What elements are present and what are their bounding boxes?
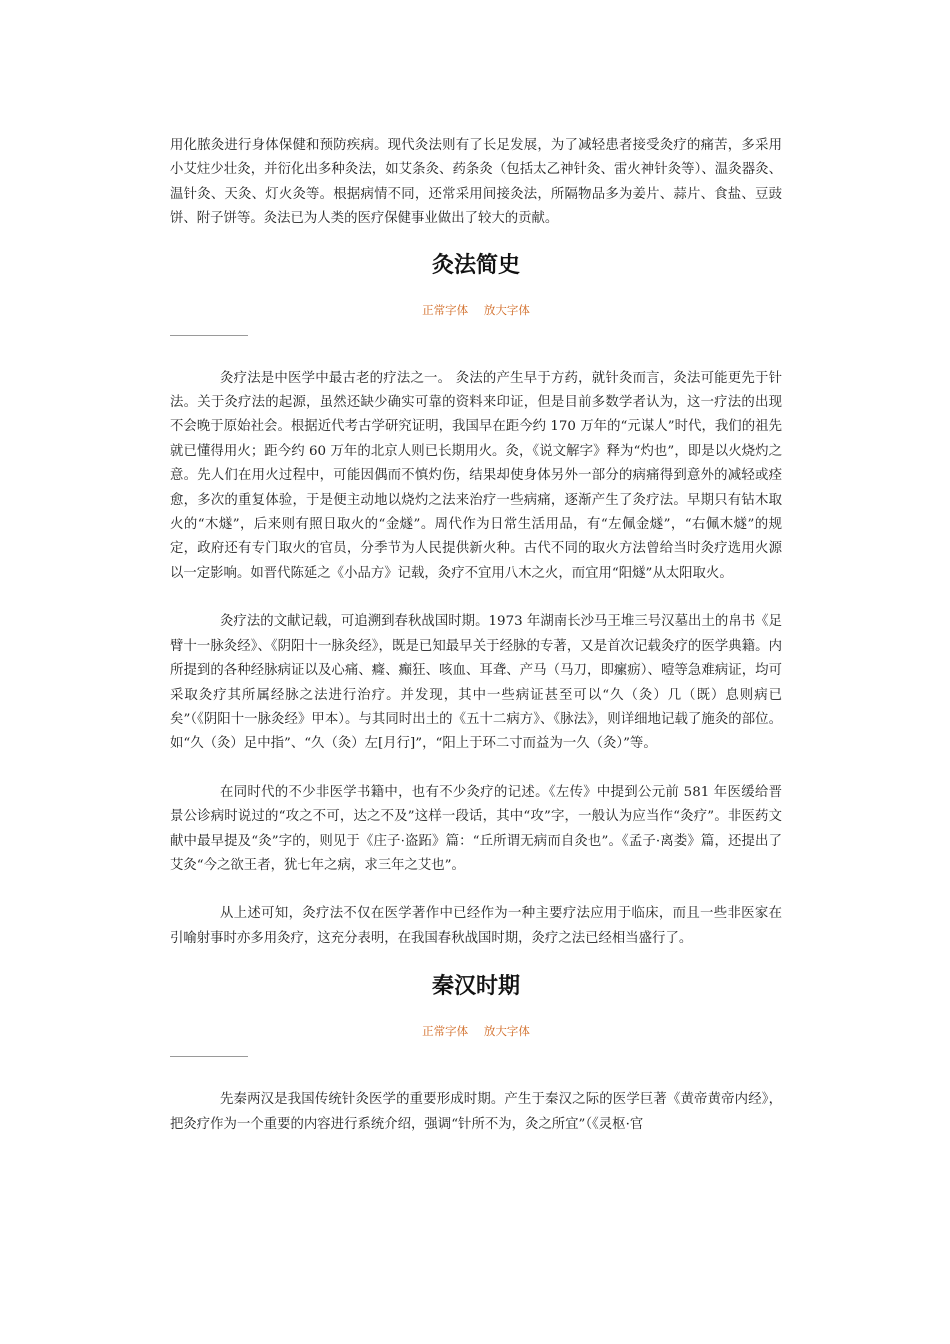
paragraph: 在同时代的不少非医学书籍中，也有不少灸疗的记述。《左传》中提到公元前 581 年医缓给晋景公诊病时说过的“攻之不可，达之不及”这样一段话，其中“攻”字，一般认为应当作“灸疗”。非医药文献中最早提及“灸”字的，则见于《庄子·盗跖》篇：“丘所谓无病而自灸也”。《孟子·离娄》篇，还提出了艾灸“今之欲王者，犹七年之病，求三年之艾也”。 [170, 784, 782, 873]
font-size-switcher [170, 302, 782, 318]
paragraph: 先秦两汉是我国传统针灸医学的重要形成时期。产生于秦汉之际的医学巨著《黄帝黄帝内经》，把灸疗作为一个重要的内容进行系统介绍，强调“针所不为，灸之所宜”（《灵枢·官 [170, 1092, 782, 1132]
section-divider [170, 1056, 248, 1057]
paragraph: 灸疗法的文献记载，可追溯到春秋战国时期。1973 年湖南长沙马王堆三号汉墓出土的帛书《足臂十一脉灸经》、《阴阳十一脉灸经》，既是已知最早关于经脉的专著，又是首次记载灸疗的医学典籍。内所提到的各种经脉病证以及心痛、癃、癫狂、咳血、耳聋、产马（马刀，即瘰疬）、噎等急难病证，均可采取灸疗其所属经脉之法进行治疗。并发现，其中一些病证甚至可以“久（灸）几（既）息则病已矣”（《阴阳十一脉灸经》甲本）。与其同时出土的《五十二病方》、《脉法》，则详细地记载了施灸的部位。如“久（灸）足中指”、“久（灸）左[月行]”，“阳上于环二寸而益为一久（灸）”等。 [170, 614, 782, 752]
large-font-link[interactable]: 放大字体 [483, 302, 530, 317]
article-body [170, 0, 782, 1137]
section-title-history: 灸法简史 [431, 251, 520, 278]
large-font-link[interactable]: 放大字体 [483, 1024, 530, 1039]
paragraph: 灸疗法是中医学中最古老的疗法之一。 灸法的产生早于方药，就针灸而言，灸法可能更先于针法。关于灸疗法的起源，虽然还缺少确实可靠的资料来印证，但是目前多数学者认为，这一疗法的出现不会晚于原始社会。根据近代考古学研究证明，我国早在距今约 170 万年的“元谋人”时代，我们的祖先就已懂得用火；距今约 60 万年的北京人则已长期用火。灸，《说文解字》释为“灼也”，即是以火烧灼之意。先人们在用火过程中，可能因偶而不慎灼伤，结果却使身体另外一部分的病痛得到意外的减轻或痊愈，多次的重复体验，于是便主动地以烧灼之法来治疗一些病痛，逐渐产生了灸疗法。早期只有钻木取火的“木燧”，后来则有照日取火的“金燧”。周代作为日常生活用品，有“左佩金燧”，“右佩木燧”的规定，政府还有专门取火的官员，分季节为人民提供新火种。古代不同的取火方法曾给当时灸疗选用火源以一定影响。如晋代陈延之《小品方》记载，灸疗不宜用八木之火，而宜用“阳燧”从太阳取火。 [170, 370, 782, 581]
intro-paragraph: 用化脓灸进行身体保健和预防疾病。现代灸法则有了长足发展，为了减轻患者接受灸疗的痛苦，多采用小艾炷少壮灸，并衍化出多种灸法，如艾条灸、药条灸（包括太乙神针灸、雷火神针灸等）、温灸器灸、温针灸、天灸、灯火灸等。根据病情不同，还常采用间接灸法，所隔物品多为姜片、蒜片、食盐、豆豉饼、附子饼等。灸法已为人类的医疗保健事业做出了较大的贡献。 [170, 138, 782, 227]
font-size-switcher [170, 1023, 782, 1039]
normal-font-link[interactable]: 正常字体 [422, 302, 469, 317]
paragraph: 从上述可知，灸疗法不仅在医学著作中已经作为一种主要疗法应用于临床，而且一些非医家在引喻射事时亦多用灸疗，这充分表明，在我国春秋战国时期，灸疗之法已经相当盛行了。 [170, 906, 782, 946]
normal-font-link[interactable]: 正常字体 [422, 1024, 469, 1039]
section-title-qin-han: 秦汉时期 [431, 973, 520, 1000]
section-divider [170, 335, 248, 336]
